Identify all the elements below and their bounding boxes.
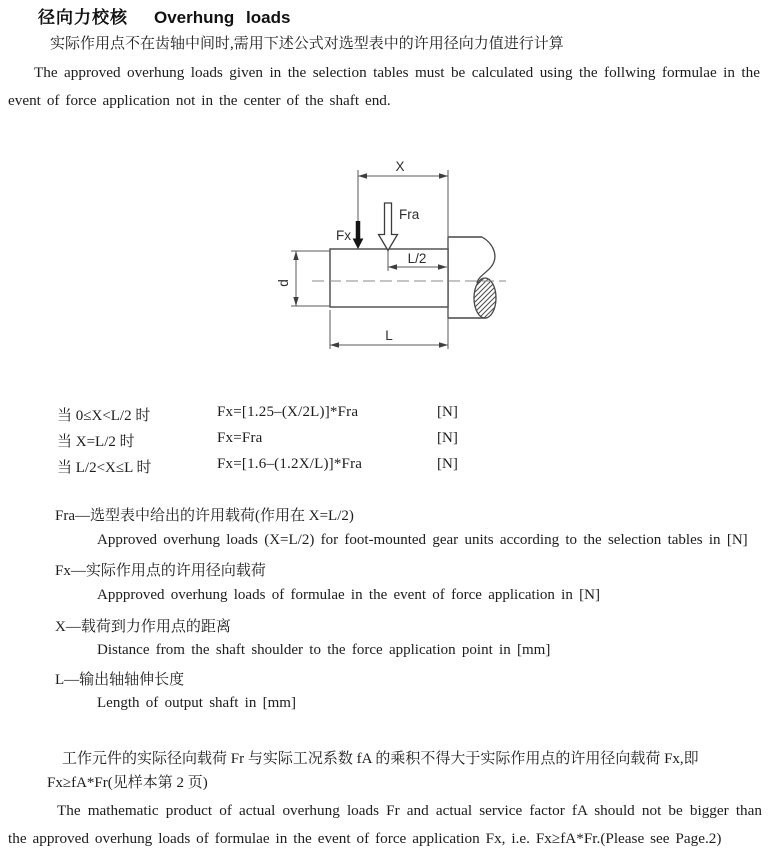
shaft-body [330, 249, 448, 307]
fx-force-arrow [336, 221, 363, 249]
formula-row [57, 404, 487, 430]
formula-row [57, 456, 487, 482]
break-curve [477, 237, 495, 283]
formula-row [57, 430, 487, 456]
formula-table [57, 404, 487, 482]
formula-expression: Fx=Fra [217, 430, 263, 446]
dimension-x [358, 159, 448, 179]
definition-term-fx: Fx—实际作用点的许用径向载荷 [55, 563, 266, 579]
dimension-l [330, 328, 448, 348]
definition-term-l: L—输出轴轴伸长度 [55, 672, 185, 688]
formula-condition: 当 L/2<X≤L 时 [57, 460, 152, 476]
page-title-en: Overhung loads [154, 8, 291, 27]
note-paragraph-zh-line2: Fx≥fA*Fr(见样本第 2 页) [47, 775, 208, 791]
definition-desc-x: Distance from the shaft shoulder to the force application point in [mm] [97, 642, 551, 658]
shaft-shoulder [448, 237, 505, 347]
definition-desc-fx: Appproved overhung loads of formulae in the event of force application in [N] [97, 587, 600, 603]
formula-expression: Fx=[1.6–(1.2X/L)]*Fra [217, 456, 363, 472]
formula-unit: [N] [437, 430, 458, 446]
page-title-zh: 径向力校核 [38, 8, 128, 27]
page-title [38, 3, 290, 28]
formula-condition: 当 X=L/2 时 [57, 434, 135, 450]
shaft-diagram [268, 155, 520, 360]
label-x: X [395, 159, 405, 174]
label-fx: Fx [336, 228, 351, 243]
dimension-d [276, 251, 299, 306]
fra-force-arrow [379, 203, 420, 251]
formula-unit: [N] [437, 456, 458, 472]
definition-term-fra: Fra—选型表中给出的许用载荷(作用在 X=L/2) [55, 508, 354, 524]
formula-expression: Fx=[1.25–(X/2L)]*Fra [217, 404, 359, 420]
formula-unit: [N] [437, 404, 458, 420]
definition-term-x: X—载荷到力作用点的距离 [55, 619, 231, 635]
label-l-half: L/2 [407, 251, 427, 266]
formula-condition: 当 0≤X<L/2 时 [57, 408, 151, 424]
intro-paragraph-en: The approved overhung loads given in the selection tables must be calculated using the follwing formulae in the event of force application not in the center of the shaft end. [8, 64, 760, 109]
label-l: L [385, 328, 393, 343]
definition-desc-l: Length of output shaft in [mm] [97, 695, 296, 711]
label-d: d [276, 279, 291, 287]
note-paragraph-zh-line1: 工作元件的实际径向载荷 Fr 与实际工况系数 fA 的乘积不得大于实际作用点的许用径向载荷 Fx,即 [62, 751, 699, 767]
intro-paragraph-zh: 实际作用点不在齿轴中间时,需用下述公式对选型表中的许用径向力值进行计算 [50, 36, 564, 52]
definition-desc-fra: Approved overhung loads (X=L/2) for foot-mounted gear units according to the selection tables in [N] [97, 532, 748, 548]
note-paragraph-en: The mathematic product of actual overhung loads Fr and actual service factor fA should not be bigger than the approved overhung loads of formulae in the event of force application Fx, i.e. Fx≥fA*Fr.(Please see Page.2) [8, 802, 762, 847]
hatch-pattern [465, 247, 505, 347]
label-fra: Fra [399, 207, 420, 222]
